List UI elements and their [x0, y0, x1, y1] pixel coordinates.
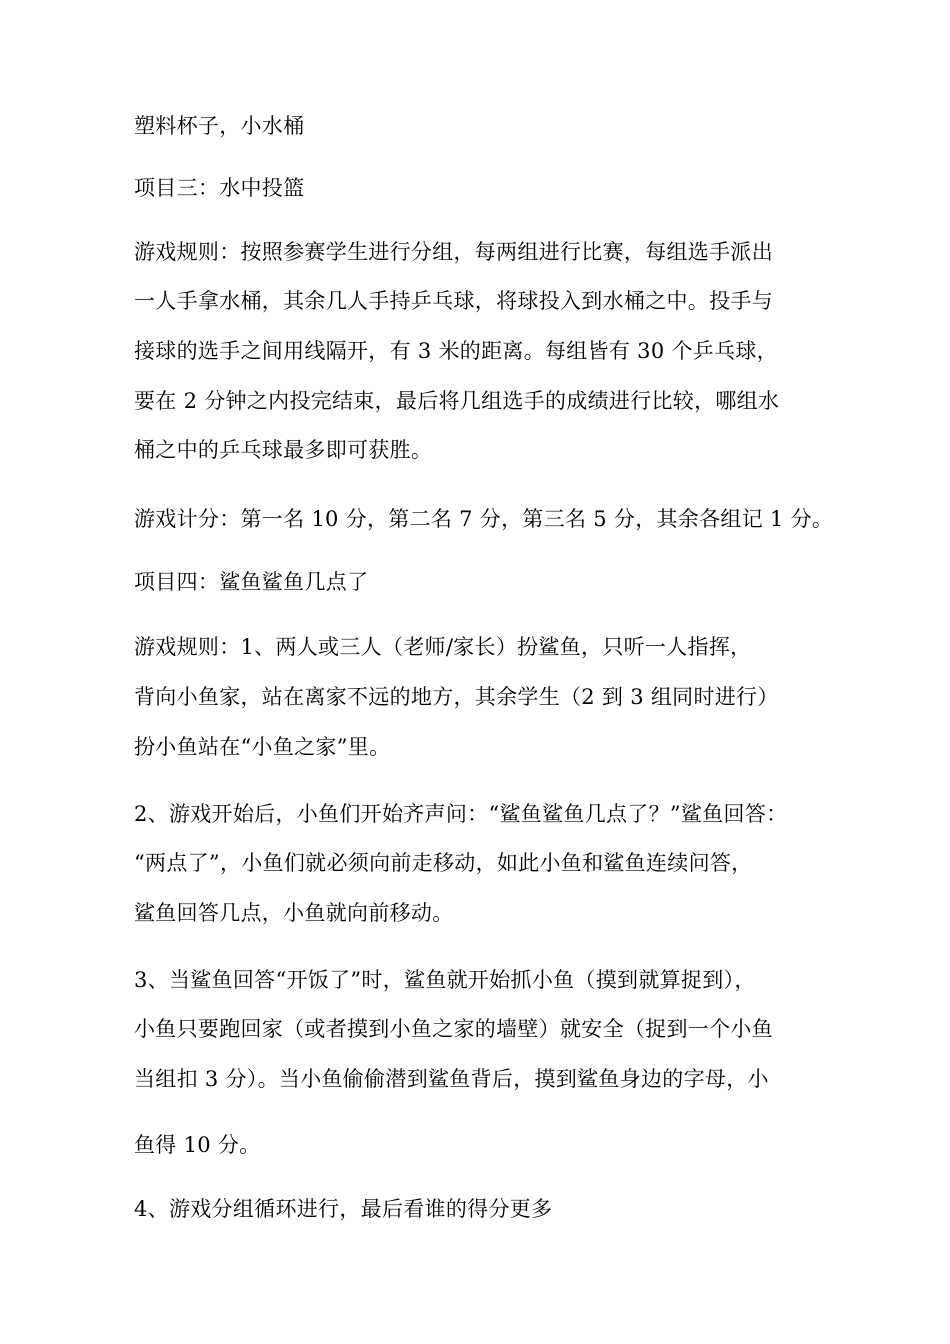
text-line-step4: 4、游戏分组循环进行，最后看谁的得分更多 — [134, 1197, 553, 1221]
text-line-shark-rules-3: 扮小鱼站在“小鱼之家”里。 — [134, 735, 391, 759]
text-line-rules-5: 桶之中的乒乓球最多即可获胜。 — [134, 438, 433, 462]
text-line-scoring: 游戏计分：第一名 10 分，第二名 7 分，第三名 5 分，其余各组记 1 分。 — [134, 507, 834, 531]
text-line-rules-2: 一人手拿水桶，其余几人手持乒乓球，将球投入到水桶之中。投手与 — [134, 289, 773, 313]
text-line-step2-1: 2、游戏开始后，小鱼们开始齐声问：“鲨鱼鲨鱼几点了？”鲨鱼回答： — [134, 802, 788, 826]
text-line-step3-4: 鱼得 10 分。 — [134, 1133, 261, 1157]
heading-project-three: 项目三：水中投篮 — [134, 176, 305, 200]
text-line-step3-3: 当组扣 3 分）。当小鱼偷偷潜到鲨鱼背后，摸到鲨鱼身边的字母，小 — [134, 1067, 769, 1091]
text-line-rules-4: 要在 2 分钟之内投完结束，最后将几组选手的成绩进行比较，哪组水 — [134, 389, 780, 413]
text-line-rules-3: 接球的选手之间用线隔开，有 3 米的距离。每组皆有 30 个乒乓球， — [134, 339, 778, 363]
text-line-step2-2: “两点了”，小鱼们就必须向前走移动，如此小鱼和鲨鱼连续问答， — [134, 851, 753, 875]
text-line-step3-2: 小鱼只要跑回家（或者摸到小鱼之家的墙壁）就安全（捉到一个小鱼 — [134, 1017, 773, 1041]
text-line-rules-1: 游戏规则：按照参赛学生进行分组，每两组进行比赛，每组选手派出 — [134, 240, 773, 264]
text-line-materials: 塑料杯子，小水桶 — [134, 114, 305, 138]
text-line-shark-rules-2: 背向小鱼家，站在离家不远的地方，其余学生（2 到 3 组同时进行） — [134, 685, 779, 709]
text-line-step2-3: 鲨鱼回答几点，小鱼就向前移动。 — [134, 901, 454, 925]
text-line-shark-rules-1: 游戏规则：1、两人或三人（老师/家长）扮鲨鱼，只听一人指挥， — [134, 635, 752, 659]
heading-project-four: 项目四：鲨鱼鲨鱼几点了 — [134, 570, 369, 594]
text-line-step3-1: 3、当鲨鱼回答“开饭了”时，鲨鱼就开始抓小鱼（摸到就算捉到）， — [134, 968, 756, 992]
